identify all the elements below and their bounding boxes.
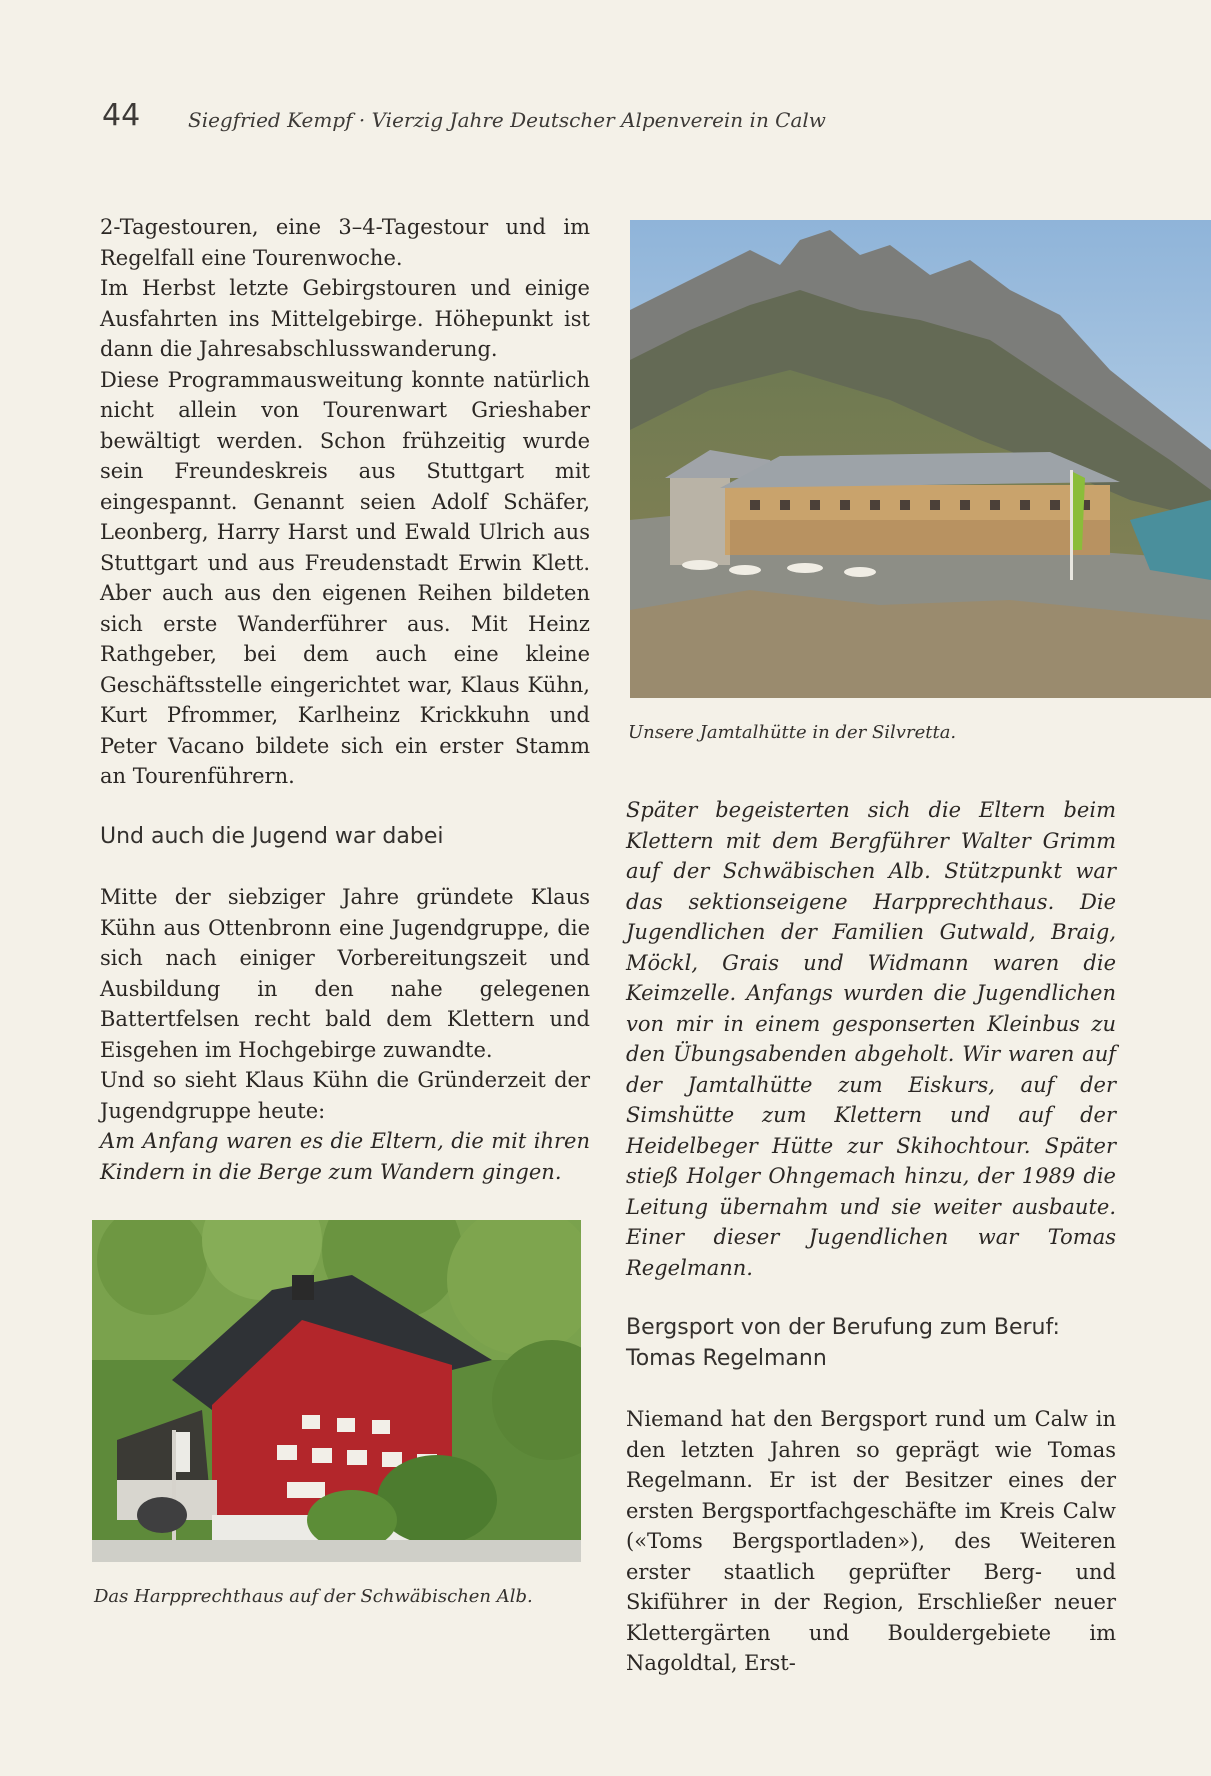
paragraph: Und so sieht Klaus Kühn die Gründerzeit der Jugendgruppe heute: <box>100 1068 590 1123</box>
section-heading: Und auch die Jugend war dabei <box>100 823 444 849</box>
page-number: 44 <box>102 98 141 133</box>
photo-caption: Das Harpprechthaus auf der Schwäbischen Alb. <box>94 1586 533 1607</box>
paragraph: Mitte der siebziger Jahre gründete Klaus Kühn aus Ottenbronn eine Jugendgruppe, die sich nach einiger Vorbereitungszeit und Ausbildung in den nahe gelegenen Battertfelsen recht bald dem Klettern und Eisgehen im Hochgebirge zuwandte. <box>100 885 590 1062</box>
jamtalhuette-photo <box>630 220 1211 698</box>
quote-paragraph: Später begeisterten sich die Eltern beim Klettern mit dem Bergführer Walter Grimm auf der Schwäbischen Alb. Stützpunkt war das sektionseigene Harpprechthaus. Die Jugendlichen der Familien Gutwald, Braig, Möckl, Grais und Widmann waren die Keimzelle. Anfangs wurden die Jugendlichen von mir in einem gesponserten Kleinbus zu den Übungsabenden abgeholt. Wir waren auf der Jamtalhütte zum Eiskurs, auf der Simshütte zum Klettern und auf der Heidelbeger Hütte zur Skihochtour. Später stieß Holger Ohngemach hinzu, der 1989 die Leitung übernahm und sie weiter ausbaute. Einer dieser Jugendlichen war Tomas Regelmann. <box>626 798 1116 1280</box>
paragraph: Diese Programmausweitung konnte natürlich nicht allein von Tourenwart Grieshaber bewältigt werden. Schon frühzeitig wurde sein Freundeskreis aus Stuttgart mit eingespannt. Genannt seien Adolf Schäfer, Leonberg, Harry Harst und Ewald Ulrich aus Stuttgart und aus Freudenstadt Erwin Klett. Aber auch aus den eigenen Reihen bildeten sich erste Wanderführer aus. Mit Heinz Rathgeber, bei dem auch eine kleine Geschäftsstelle eingerichtet war, Klaus Kühn, Kurt Pfrommer, Karlheinz Krickkuhn und Peter Vacano bildete sich ein erster Stamm an Tourenführern. <box>100 367 590 788</box>
paragraph: 2-Tagestouren, eine 3–4-Tagestour und im Regelfall eine Tourenwoche. <box>100 215 590 270</box>
page-header <box>102 98 1102 138</box>
harpprechthaus-photo <box>92 1220 581 1562</box>
heading-line: Tomas Regelmann <box>626 1345 827 1371</box>
heading-line: Bergsport von der Berufung zum Beruf: <box>626 1315 1060 1340</box>
photo-caption: Unsere Jamtalhütte in der Silvretta. <box>628 722 957 743</box>
quote-paragraph: Am Anfang waren es die Eltern, die mit ihren Kindern in die Berge zum Wandern gingen. <box>100 1129 590 1184</box>
paragraph: Im Herbst letzte Gebirgstouren und einige Ausfahrten ins Mittelgebirge. Höhepunkt ist dann die Jahresabschlusswanderung. <box>100 276 590 361</box>
running-title: Siegfried Kempf · Vierzig Jahre Deutscher Alpenverein in Calw <box>188 108 826 132</box>
paragraph: Niemand hat den Bergsport rund um Calw in den letzten Jahren so geprägt wie Tomas Regelmann. Er ist der Besitzer eines der ersten Bergsportfachgeschäfte im Kreis Calw («Toms Bergsportladen»), des Weiteren erster staatlich geprüfter Berg- und Skiführer in der Region, Erschließer neuer Klettergärten und Bouldergebiete im Nagoldtal, Erst- <box>626 1407 1116 1675</box>
right-column <box>626 795 1116 1679</box>
left-column <box>100 212 590 1187</box>
section-heading <box>626 1313 1116 1374</box>
